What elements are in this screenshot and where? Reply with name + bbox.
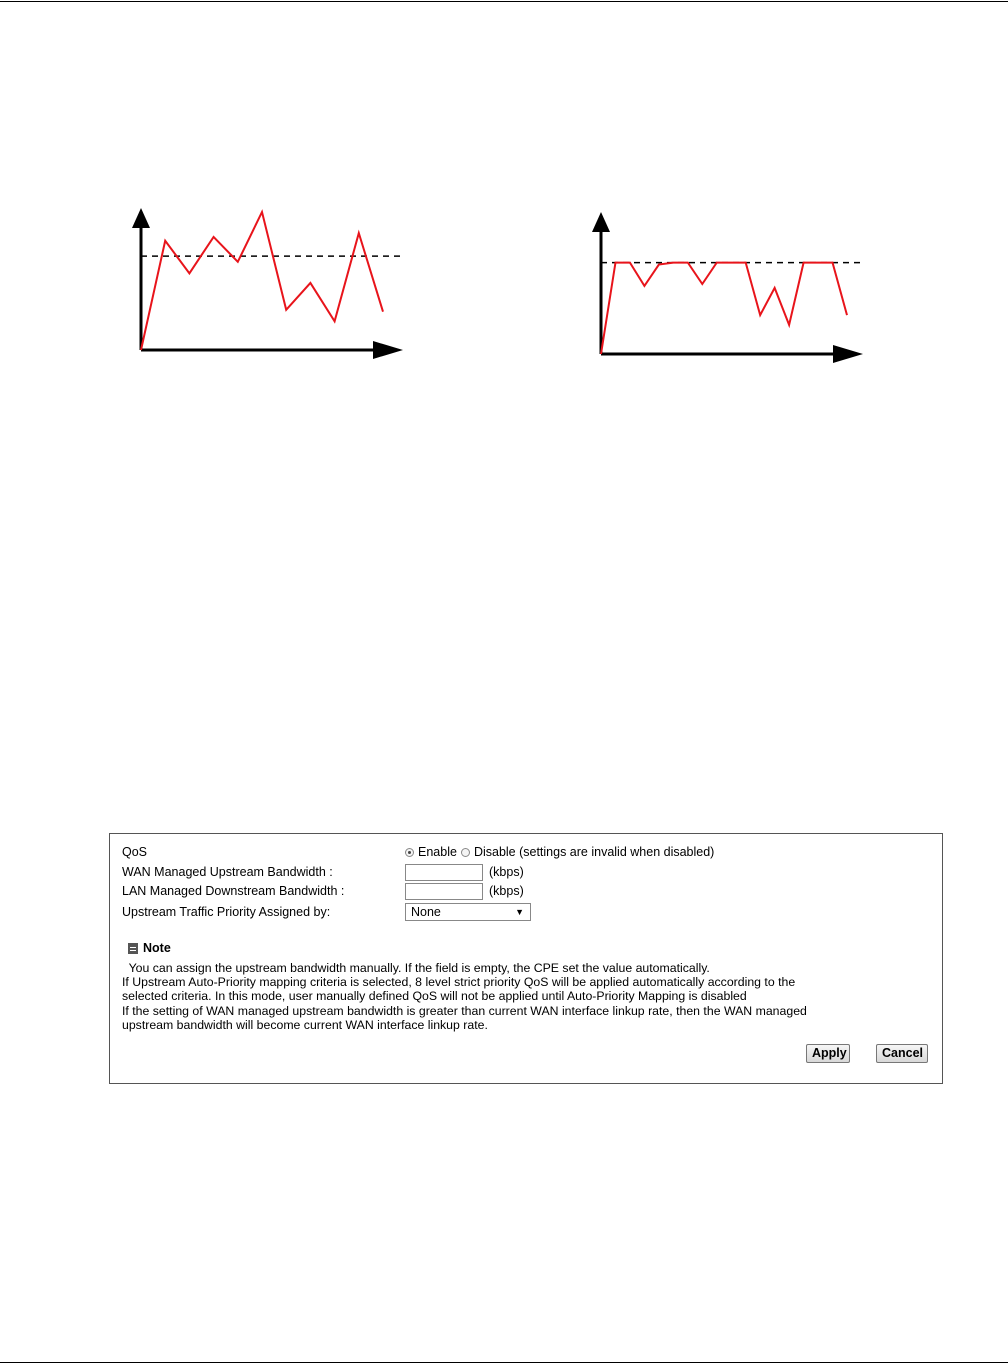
priority-label: Upstream Traffic Priority Assigned by: (122, 905, 331, 919)
lan-downstream-input[interactable] (405, 883, 483, 900)
priority-select[interactable] (405, 903, 531, 921)
y-axis-arrow (132, 208, 150, 228)
lan-downstream-control (405, 882, 524, 900)
header-rule (0, 1, 1008, 2)
note-line: If Upstream Auto-Priority mapping criteria is selected, 8 level strict priority QoS will be applied automatically according to the (122, 975, 796, 990)
note-line: You can assign the upstream bandwidth manually. If the field is empty, the CPE set the value automatically. (122, 961, 710, 975)
qos-disable-label: Disable (settings are invalid when disabled) (473, 845, 715, 859)
note-line: upstream bandwidth will become current WAN interface linkup rate. (122, 1017, 488, 1032)
qos-label: QoS (122, 845, 148, 859)
note-text (122, 961, 927, 1032)
bandwidth-series-line (601, 263, 847, 354)
cancel-button[interactable]: Cancel (876, 1044, 928, 1063)
qos-enable-radio[interactable] (405, 848, 414, 857)
chevron-down-icon: ▼ (515, 907, 524, 917)
priority-control (405, 903, 531, 921)
bandwidth-chart-with-qos (575, 202, 875, 372)
qos-settings-panel (109, 833, 943, 1084)
x-axis-arrow (833, 345, 863, 363)
x-axis-arrow (373, 341, 403, 359)
lan-downstream-unit: (kbps) (489, 884, 524, 898)
qos-radio-group (405, 843, 714, 861)
footer-rule (0, 1362, 1008, 1363)
bandwidth-series-line (141, 212, 383, 350)
qos-disable-radio[interactable] (461, 848, 470, 857)
wan-upstream-input[interactable] (405, 864, 483, 881)
note-line: selected criteria. In this mode, user manually defined QoS will not be applied until Auto-Priority Mapping is disabled (122, 989, 747, 1004)
qos-enable-label: Enable (418, 845, 457, 859)
y-axis-arrow (592, 212, 610, 232)
wan-upstream-label: WAN Managed Upstream Bandwidth : (122, 865, 333, 879)
lan-downstream-label: LAN Managed Downstream Bandwidth : (122, 884, 345, 898)
wan-upstream-control (405, 863, 524, 881)
note-icon (128, 943, 138, 954)
bandwidth-chart-without-qos (115, 200, 415, 370)
note-heading (128, 941, 171, 955)
priority-selected-value: None (411, 905, 441, 919)
note-line: If the setting of WAN managed upstream bandwidth is greater than current WAN interface linkup rate, then the WAN managed (122, 1003, 807, 1018)
wan-upstream-unit: (kbps) (489, 865, 524, 879)
apply-button[interactable]: Apply (806, 1044, 850, 1063)
note-title: Note (143, 941, 171, 955)
